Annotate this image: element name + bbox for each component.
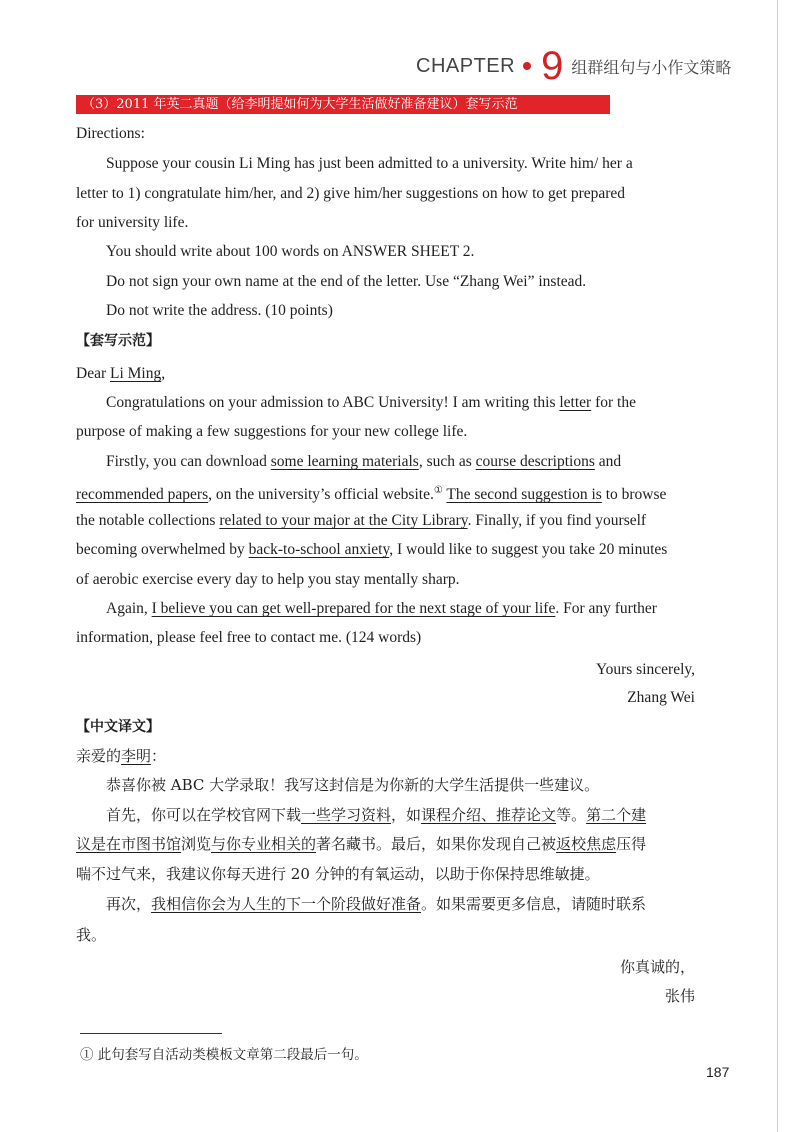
greeting-name: Li Ming — [110, 365, 162, 382]
footnote-divider — [80, 1033, 222, 1034]
sample-p3-line1 — [106, 599, 657, 619]
underlined-phrase: related to your major at the City Library — [219, 512, 468, 529]
directions-req2: Do not sign your own name at the end of the letter. Use “Zhang Wei” instead. — [106, 273, 587, 290]
chapter-header — [416, 46, 731, 86]
text-segment: ，如 — [391, 806, 422, 824]
sample-p1-line2: purpose of making a few suggestions for your new college life. — [76, 423, 468, 440]
text-segment: 再次， — [106, 895, 152, 913]
text-segment: and — [594, 453, 622, 470]
underlined-phrase: 李明 — [121, 747, 152, 765]
sample-signature: Zhang Wei — [627, 689, 695, 706]
translation-p2-line3: 喘不过气来，我建议你每天进行 20 分钟的有氧运动，以助于你保持思维敏捷。 — [76, 865, 600, 883]
translation-p1: 恭喜你被 ABC 大学录取！我写这封信是为你新的大学生活提供一些建议。 — [106, 776, 600, 794]
text-segment: ： — [151, 747, 167, 765]
footnote-marker: ① — [433, 485, 443, 496]
underlined-phrase: some learning materials — [270, 453, 419, 470]
text-segment: 著名藏书。最后，如果你发现自己被 — [316, 835, 557, 853]
translation-signature: 张伟 — [664, 987, 695, 1005]
text-segment: becoming overwhelmed by — [76, 541, 249, 558]
page-number: 187 — [706, 1064, 730, 1080]
underlined-phrase: 我相信你会为人生的下一个阶段做好准备 — [151, 895, 422, 913]
text-segment: 浏览 — [181, 835, 212, 853]
text-segment: 等。 — [556, 806, 587, 824]
page-edge-line — [777, 0, 778, 1132]
translation-label: 【中文译文】 — [76, 719, 160, 735]
sample-p1-line1 — [106, 393, 636, 413]
directions-req1: You should write about 100 words on ANSWER SHEET 2. — [106, 243, 475, 260]
underlined-phrase: course descriptions — [475, 453, 595, 470]
underlined-phrase: 课程介绍、推荐论文 — [421, 806, 557, 824]
underlined-phrase: recommended papers — [76, 486, 209, 504]
text-segment: Congratulations on your admission to ABC University! I am writing this — [106, 394, 560, 411]
directions-para1-line2: letter to 1) congratulate him/her, and 2) give him/her suggestions on how to get prepared — [76, 185, 626, 202]
chapter-number: 9 — [541, 44, 564, 88]
sample-p2-line2 — [76, 481, 666, 505]
translation-greeting — [76, 746, 166, 766]
text-segment: to browse — [601, 486, 667, 504]
section-banner: （3）2011 年英二真题（给李明提如何为大学生活做好准备建议）套写示范 — [76, 95, 610, 114]
translation-p3-line2: 我。 — [76, 926, 107, 944]
text-segment: 首先，你可以在学校官网下载 — [106, 806, 302, 824]
greeting-post: , — [161, 365, 166, 382]
underlined-phrase: I believe you can get well-prepared for the next stage of your life — [151, 600, 556, 617]
text-segment: the notable collections — [76, 512, 220, 529]
directions-para1-line3: for university life. — [76, 214, 189, 231]
text-segment: 压得 — [616, 835, 647, 853]
underlined-phrase: 一些学习资料 — [301, 806, 392, 824]
sample-label: 【套写示范】 — [76, 333, 160, 349]
sample-p2-line5: of aerobic exercise every day to help you stay mentally sharp. — [76, 571, 460, 588]
underlined-phrase: back-to-school anxiety — [248, 541, 390, 558]
sample-closing: Yours sincerely, — [595, 661, 695, 678]
text-segment: 。如果需要更多信息，请随时联系 — [421, 895, 647, 913]
translation-closing: 你真诚的， — [619, 958, 695, 976]
text-segment: . For any further — [555, 600, 657, 617]
underlined-phrase: The second suggestion is — [446, 486, 602, 504]
translation-p3-line1 — [106, 894, 646, 914]
sample-p3-line2: information, please feel free to contact me. (124 words) — [76, 629, 422, 646]
greeting-pre: Dear — [76, 365, 110, 382]
text-segment: Again, — [106, 600, 152, 617]
text-segment: Firstly, you can download — [106, 453, 271, 470]
underlined-phrase: letter — [559, 394, 592, 411]
underlined-phrase: 议是在市图书馆 — [76, 835, 182, 853]
footnote: ① 此句套写自活动类模板文章第二段最后一句。 — [80, 1047, 368, 1063]
text-segment: , on the university’s official website. — [208, 486, 434, 504]
chapter-word: CHAPTER — [416, 54, 516, 77]
directions-heading: Directions: — [76, 125, 145, 142]
text-segment: , I would like to suggest you take 20 minutes — [389, 541, 668, 558]
sample-p2-line1 — [106, 452, 621, 472]
translation-p2-line1 — [106, 805, 646, 825]
sample-p2-line4 — [76, 540, 667, 560]
underlined-phrase: 返校焦虑 — [556, 835, 617, 853]
sample-p2-line3 — [76, 511, 646, 531]
chapter-title: 组群组句与小作文策略 — [571, 59, 732, 77]
text-segment: 亲爱的 — [76, 747, 122, 765]
directions-req3: Do not write the address. (10 points) — [106, 302, 333, 319]
text-segment: . Finally, if you find yourself — [467, 512, 647, 529]
text-segment: for the — [591, 394, 636, 411]
underlined-phrase: 第二个建 — [586, 806, 647, 824]
sample-greeting — [76, 364, 165, 384]
underlined-phrase: 与你专业相关的 — [211, 835, 317, 853]
text-segment: , such as — [418, 453, 476, 470]
translation-p2-line2 — [76, 834, 646, 854]
chapter-dot-icon — [523, 62, 531, 70]
directions-para1-line1: Suppose your cousin Li Ming has just been admitted to a university. Write him/ her a — [106, 155, 633, 172]
